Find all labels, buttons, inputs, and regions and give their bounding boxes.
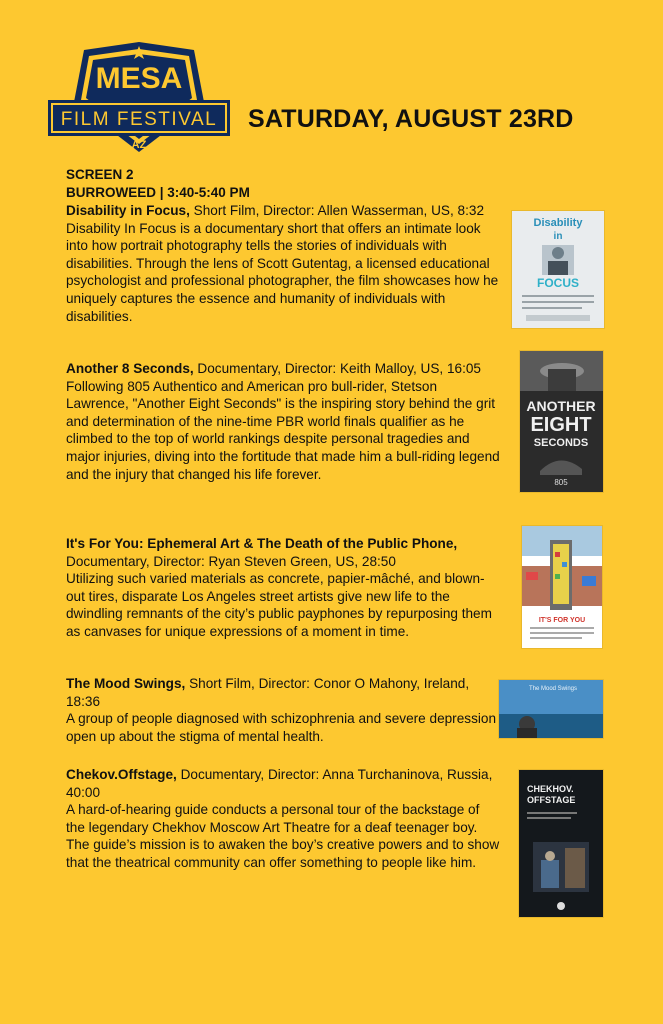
film-meta: Documentary, Director: Keith Malloy, US, 16:05 xyxy=(193,361,481,376)
film-title: Chekov.Offstage, xyxy=(66,767,177,782)
screen-name: SCREEN 2 xyxy=(66,167,134,182)
poster-title-3: FOCUS xyxy=(537,276,579,290)
poster-title-1: CHEKHOV. xyxy=(527,784,574,794)
film-entry xyxy=(66,535,502,641)
screen-block-time: BURROWEED | 3:40-5:40 PM xyxy=(66,185,250,200)
film-title: Disability in Focus, xyxy=(66,203,190,218)
film-entry xyxy=(66,360,502,483)
film-meta: Short Film, Director: Conor O Mahony, Ireland, 18:36 xyxy=(66,676,470,709)
film-description: A group of people diagnosed with schizophrenia and severe depression open up about the stigma of mental health. xyxy=(66,711,497,744)
festival-logo-badge xyxy=(44,40,234,158)
film-entry xyxy=(66,766,502,872)
poster-title-2: EIGHT xyxy=(530,414,592,436)
poster-title-1: IT'S FOR YOU xyxy=(538,617,586,624)
film-poster-its-for-you xyxy=(522,526,602,648)
poster-title-2: in xyxy=(553,231,563,242)
film-entry xyxy=(66,202,502,325)
poster-title-1: ANOTHER xyxy=(526,398,596,414)
film-description: Utilizing such varied materials as concrete, papier-mâché, and blown-out tires, disparate Los Angeles street artists give new life to the dwindling remnants of the city’s public payphones by repurposing them as canvases for unique expressions of a moment in time. xyxy=(66,571,492,639)
film-poster-the-mood-swings xyxy=(499,680,603,738)
festival-date: SATURDAY, AUGUST 23RD xyxy=(248,105,574,133)
poster-title-1: Disability xyxy=(533,217,583,229)
film-meta: Documentary, Director: Anna Turchaninova, Russia, 40:00 xyxy=(66,767,493,800)
poster-title-2: OFFSTAGE xyxy=(527,795,576,805)
film-title: Another 8 Seconds, xyxy=(66,361,194,376)
festival-logo xyxy=(44,40,234,158)
film-title: It's For You: Ephemeral Art & The Death of the Public Phone, xyxy=(66,536,458,551)
film-meta: Documentary, Director: Ryan Steven Green, US, 28:50 xyxy=(66,553,396,569)
logo-line1: MESA xyxy=(95,62,183,95)
film-entry xyxy=(66,675,502,745)
film-description: Disability In Focus is a documentary short that offers an intimate look into how portrait photography tells the stories of individuals with disabilities. Through the lens of Scott Gutentag, a licensed educational psychologist and professional photographer, the film showcases how he uniquely captures the essence and humanity of individuals with disabilities. xyxy=(66,220,499,324)
logo-line2: FILM FESTIVAL xyxy=(60,109,218,130)
poster-title-3: SECONDS xyxy=(533,437,589,449)
film-poster-disability-in-focus xyxy=(512,211,604,328)
film-poster-chekov-offstage xyxy=(519,770,603,917)
logo-line3: AZ xyxy=(131,139,147,151)
film-meta: Short Film, Director: Allen Wasserman, US, 8:32 xyxy=(189,203,485,218)
poster-title-1: The Mood Swings xyxy=(529,686,578,692)
film-poster-another-8-seconds xyxy=(520,351,603,492)
film-title: The Mood Swings, xyxy=(66,676,186,691)
screen-heading xyxy=(66,166,250,202)
film-description: Following 805 Authentico and American pro bull-rider, Stetson Lawrence, "Another Eight Seconds" is the inspiring story behind the grit and determination of the nine-time PBR world finals qualifier as he climbed to the top of world rankings despite personal tragedies and major injuries, diving into the fortitude that made him a bull-riding legend and the injury that changed his life forever. xyxy=(66,378,500,482)
film-description: A hard-of-hearing guide conducts a personal tour of the backstage of the legendary Chekhov Moscow Art Theatre for a deaf teenager boy. The guide’s mission is to awaken the boy’s creative powers and to show that the theatrical community can offer something to people like him. xyxy=(66,802,500,870)
poster-title-4: 805 xyxy=(554,478,568,487)
